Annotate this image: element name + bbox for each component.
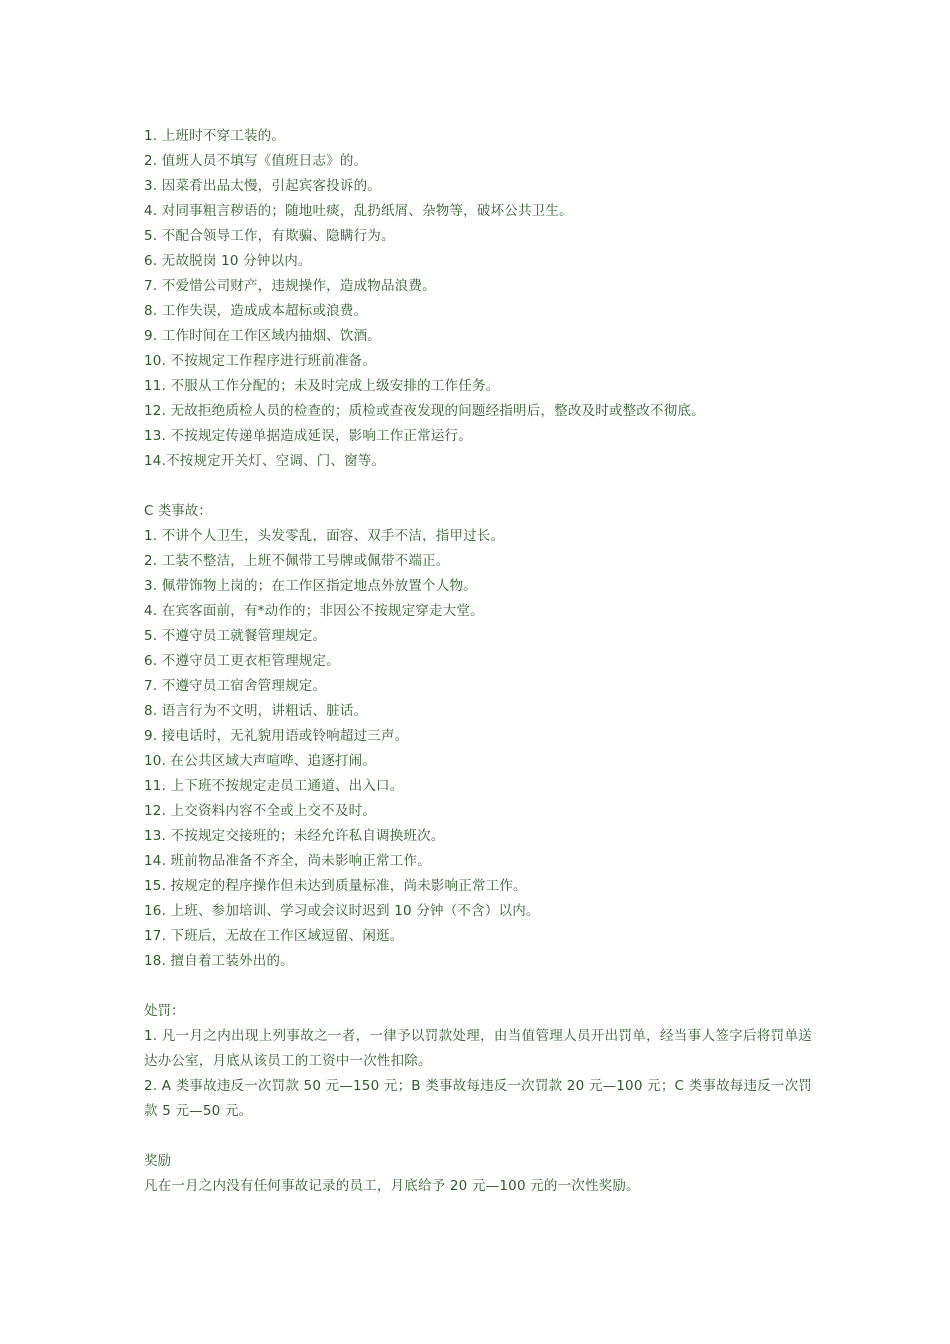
list-item: 5. 不配合领导工作，有欺骗、隐瞒行为。 [144, 228, 395, 244]
reward-title: 奖励 [144, 1153, 171, 1169]
list-item: 8. 语言行为不文明，讲粗话、脏话。 [144, 703, 368, 719]
list-item: 10. 不按规定工作程序进行班前准备。 [144, 353, 377, 369]
list-item: 2. 值班人员不填写《值班日志》的。 [144, 153, 368, 169]
list-item: 6. 不遵守员工更衣柜管理规定。 [144, 653, 340, 669]
section-gap [144, 474, 812, 499]
list-item: 7. 不遵守员工宿舍管理规定。 [144, 678, 327, 694]
list-item: 2. 工装不整洁，上班不佩带工号牌或佩带不端正。 [144, 553, 450, 569]
list-item: 18. 擅自着工装外出的。 [144, 953, 294, 969]
reward-section [144, 1149, 812, 1199]
list-item: 4. 对同事粗言秽语的；随地吐痰，乱扔纸屑、杂物等，破坏公共卫生。 [144, 203, 573, 219]
list-item: 9. 工作时间在工作区域内抽烟、饮酒。 [144, 328, 381, 344]
list-item: 1. 上班时不穿工装的。 [144, 128, 286, 144]
section-gap [144, 1124, 812, 1149]
list-item: 13. 不按规定传递单据造成延误，影响工作正常运行。 [144, 428, 472, 444]
list-item: 4. 在宾客面前，有*动作的；非因公不按规定穿走大堂。 [144, 603, 484, 619]
reward-text: 凡在一月之内没有任何事故记录的员工，月底给予 20 元—100 元的一次性奖励。 [144, 1178, 640, 1194]
list-item: 6. 无故脱岗 10 分钟以内。 [144, 253, 312, 269]
list-item: 14. 班前物品准备不齐全，尚未影响正常工作。 [144, 853, 431, 869]
list-item: 12. 上交资料内容不全或上交不及时。 [144, 803, 377, 819]
list-item: 13. 不按规定交接班的；未经允许私自调换班次。 [144, 828, 445, 844]
list-item: 10. 在公共区域大声喧哗、追逐打闹。 [144, 753, 377, 769]
penalty-title: 处罚： [144, 1003, 185, 1019]
list-item: 3. 因菜肴出品太慢，引起宾客投诉的。 [144, 178, 381, 194]
penalty-item: 1. 凡一月之内出现上列事故之一者，一律予以罚款处理，由当值管理人员开出罚单，经当事人签字后将罚单送达办公室，月底从该员工的工资中一次性扣除。 [144, 1028, 812, 1069]
list-item: 17. 下班后，无故在工作区域逗留、闲逛。 [144, 928, 404, 944]
list-item: 11. 上下班不按规定走员工通道、出入口。 [144, 778, 404, 794]
penalty-section [144, 999, 812, 1124]
list-item: 9. 接电话时，无礼貌用语或铃响超过三声。 [144, 728, 409, 744]
list-item: 11. 不服从工作分配的；未及时完成上级安排的工作任务。 [144, 378, 500, 394]
list-item: 16. 上班、参加培训、学习或会议时迟到 10 分钟（不含）以内。 [144, 903, 540, 919]
list-item: 15. 按规定的程序操作但未达到质量标准，尚未影响正常工作。 [144, 878, 527, 894]
list-item: 8. 工作失误，造成成本超标或浪费。 [144, 303, 368, 319]
list-item: 12. 无故拒绝质检人员的检查的；质检或查夜发现的问题经指明后，整改及时或整改不彻底。 [144, 403, 705, 419]
list-b-tail [144, 124, 812, 474]
list-item: 1. 不讲个人卫生，头发零乱，面容、双手不洁，指甲过长。 [144, 528, 505, 544]
list-item: 3. 佩带饰物上岗的；在工作区指定地点外放置个人物。 [144, 578, 477, 594]
document-body [144, 124, 812, 1199]
section-c [144, 499, 812, 974]
list-item: 5. 不遵守员工就餐管理规定。 [144, 628, 327, 644]
penalty-item: 2. A 类事故违反一次罚款 50 元—150 元；B 类事故每违反一次罚款 20 元—100 元；C 类事故每违反一次罚款 5 元—50 元。 [144, 1078, 812, 1119]
section-c-title: C 类事故： [144, 503, 212, 519]
list-item: 7. 不爱惜公司财产，违规操作，造成物品浪费。 [144, 278, 436, 294]
list-item: 14.不按规定开关灯、空调、门、窗等。 [144, 453, 386, 469]
section-gap [144, 974, 812, 999]
